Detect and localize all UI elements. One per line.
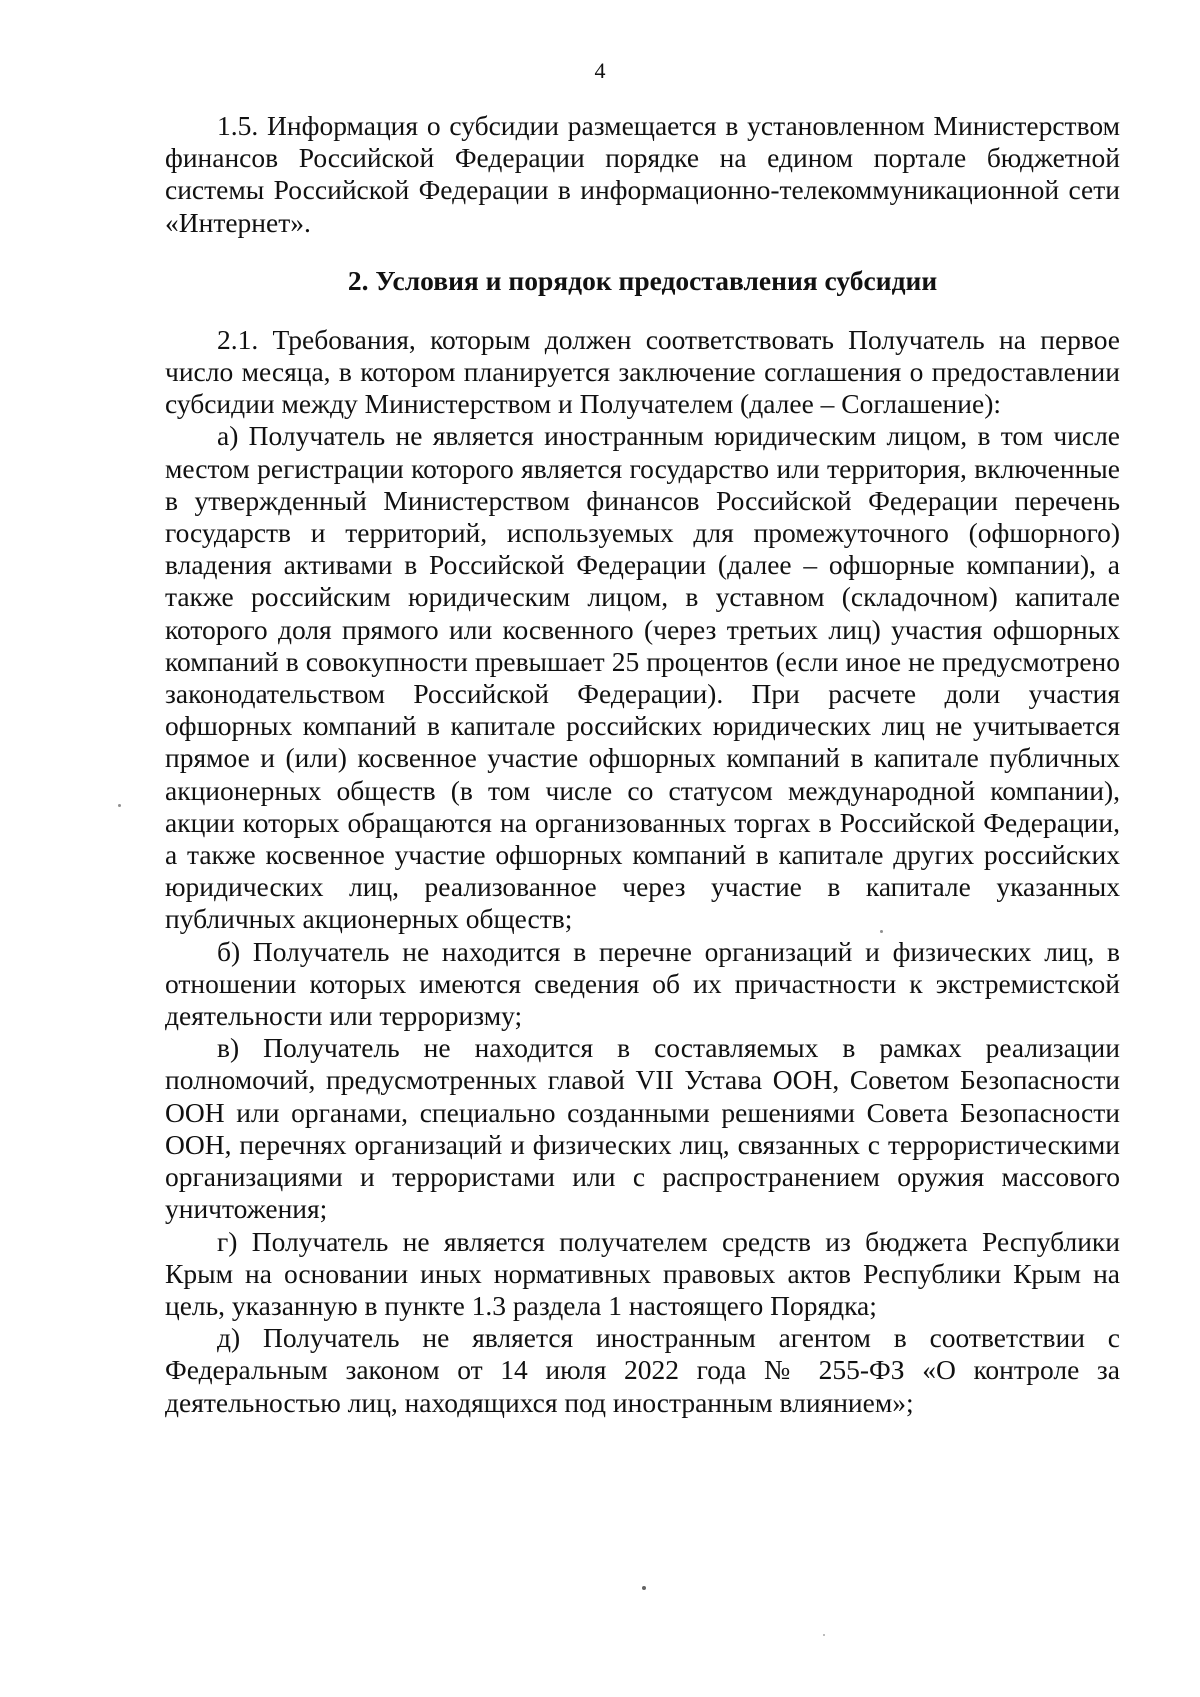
paragraph-item-a: а) Получатель не является иностранным юридическим лицом, в том числе местом регистрации которого является государство или территория, включенные в утвержденный Министерством финансов Российской Федерации перечень государств и территорий, используемых для промежуточного (офшорного) владения активами в Российской Федерации (далее – офшорные компании), а также российским юридическим лицом, в уставном (складочном) капитале которого доля прямого или косвенного (через третьих лиц) участия офшорных компаний в совокупности превышает 25 процентов (если иное не предусмотрено законодательством Российской Федерации). При расчете доли участия офшорных компаний в капитале российских юридических лиц не учитывается прямое и (или) косвенное участие офшорных компаний в капитале публичных акционерных обществ (в том числе со статусом международной компании), акции которых обращаются на организованных торгах в Российской Федерации, а также косвенное участие офшорных компаний в капитале других российских юридических лиц, реализованное через участие в капитале указанных публичных акционерных обществ; bbox=[165, 420, 1120, 935]
document-body bbox=[165, 110, 1120, 1419]
paragraph-item-v: в) Получатель не находится в составляемых в рамках реализации полномочий, предусмотренных главой VII Устава ООН, Советом Безопасности ООН или органами, специально созданными решениями Совета Безопасности ООН, перечнях организаций и физических лиц, связанных с террористическими организациями и террористами или с распространением оружия массового уничтожения; bbox=[165, 1032, 1120, 1225]
scan-speck bbox=[118, 804, 121, 807]
scan-speck bbox=[823, 1634, 825, 1636]
section-heading: 2. Условия и порядок предоставления субсидии bbox=[347, 264, 938, 296]
paragraph-item-d: д) Получатель не является иностранным агентом в соответствии с Федеральным законом от 14 июля 2022 года № 255-ФЗ «О контроле за деятельностью лиц, находящихся под иностранным влиянием»; bbox=[165, 1322, 1120, 1418]
paragraph-1-5: 1.5. Информация о субсидии размещается в установленном Министерством финансов Российской Федерации порядке на едином портале бюджетной системы Российской Федерации в информационно-телекоммуникационной сети «Интернет». bbox=[165, 110, 1120, 238]
scan-speck bbox=[642, 1586, 646, 1590]
scan-speck bbox=[880, 930, 883, 933]
paragraph-item-b: б) Получатель не находится в перечне организаций и физических лиц, в отношении которых имеются сведения об их причастности к экстремистской деятельности или терроризму; bbox=[165, 935, 1120, 1032]
paragraph-item-g: г) Получатель не является получателем средств из бюджета Республики Крым на основании иных нормативных правовых актов Республики Крым на цель, указанную в пункте 1.3 раздела 1 настоящего Порядка; bbox=[165, 1225, 1120, 1321]
paragraph-2-1: 2.1. Требования, которым должен соответствовать Получатель на первое число месяца, в котором планируется заключение соглашения о предоставлении субсидии между Министерством и Получателем (далее – Соглашение): bbox=[165, 323, 1120, 420]
page-number: 4 bbox=[594, 58, 606, 83]
